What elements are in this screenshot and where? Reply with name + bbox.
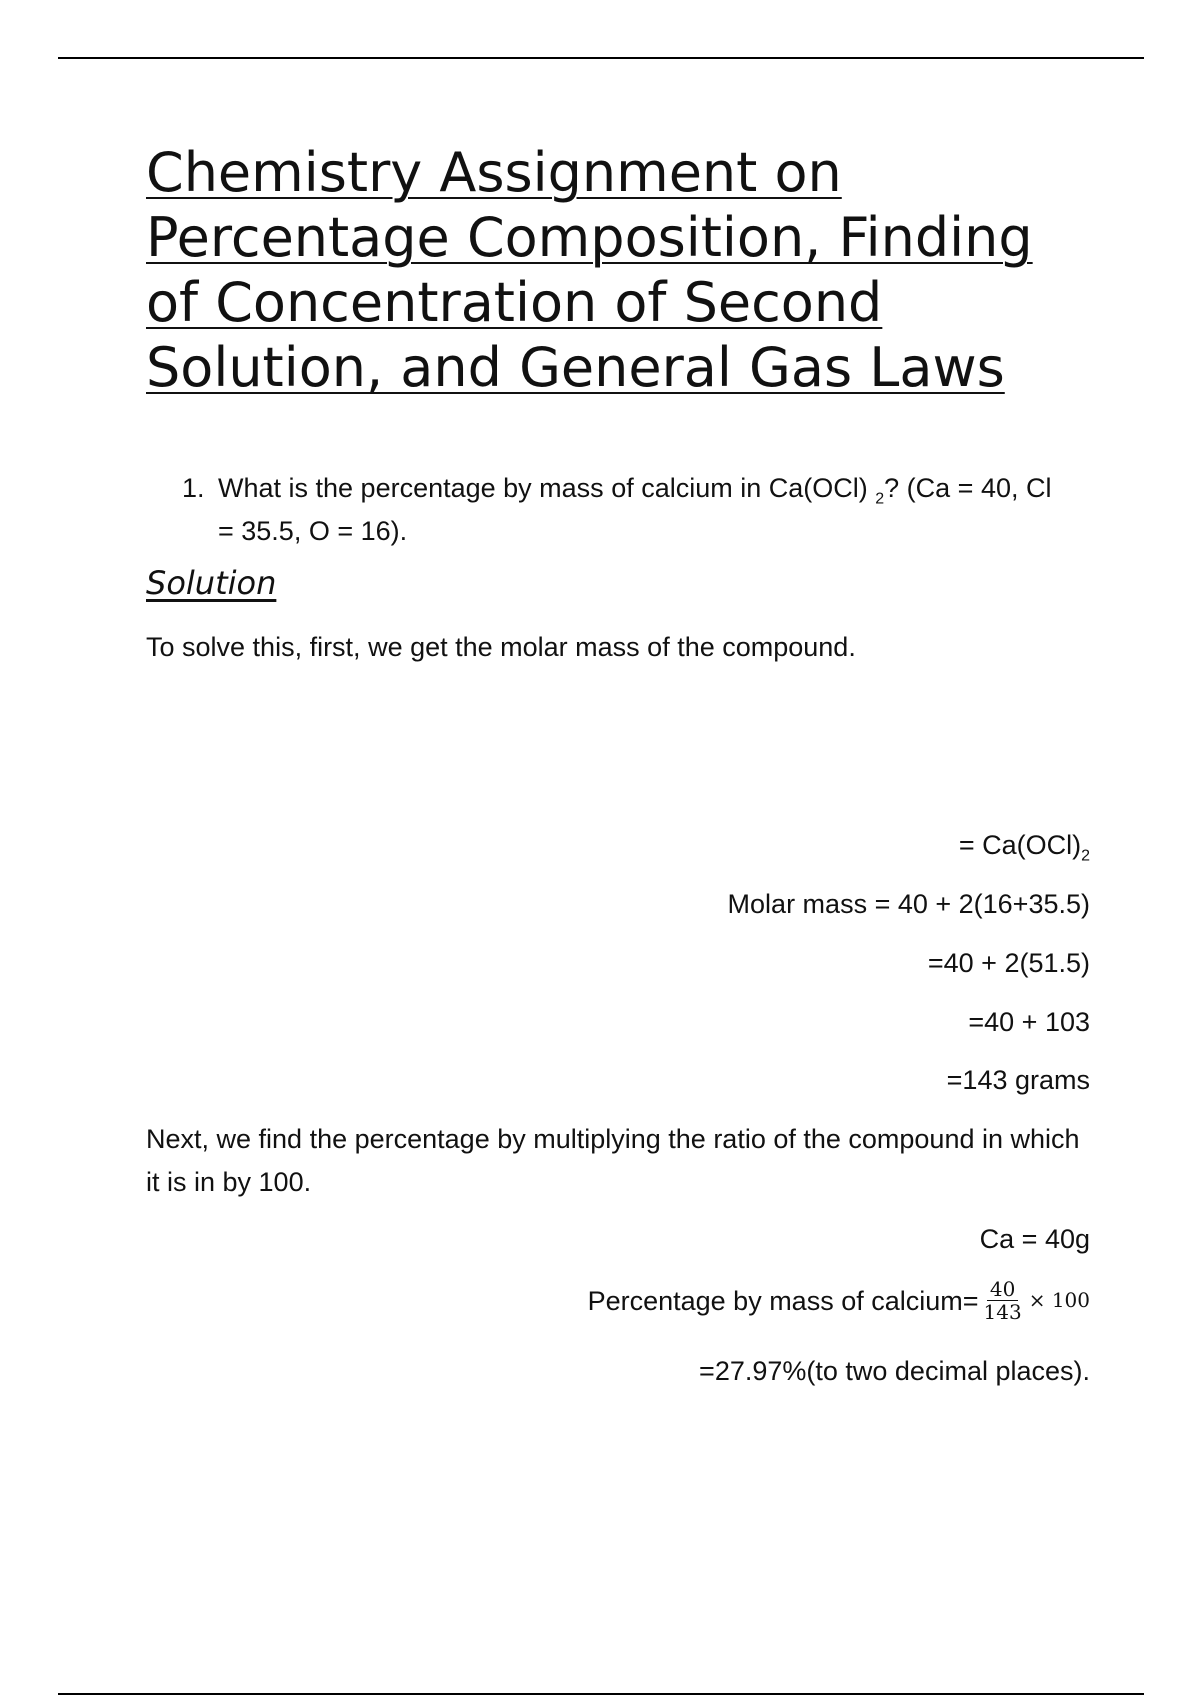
- question-subscript: 2: [875, 490, 885, 508]
- question-text-part: ? (Ca = 40, Cl = 35.5, O = 16).: [218, 473, 1052, 546]
- footer-rule: [58, 1693, 1144, 1695]
- question-text-part: What is the percentage by mass of calcium in Ca(OCl): [218, 473, 876, 503]
- title-line: Percentage Composition, Finding: [146, 206, 1033, 269]
- title-line: Chemistry Assignment on: [146, 141, 842, 204]
- calc-line: Molar mass = 40 + 2(16+35.5): [727, 889, 1090, 919]
- header-rule: [58, 57, 1144, 59]
- fraction-multiplier: × 100: [1028, 1288, 1090, 1313]
- paragraph-intro: To solve this, first, we get the molar mass of the compound.: [146, 632, 856, 662]
- document-title: [146, 140, 1090, 400]
- percentage-label: Percentage by mass of calcium=: [587, 1286, 979, 1316]
- formula-subscript: 2: [1081, 847, 1090, 865]
- paragraph-next: Next, we find the percentage by multiplying the ratio of the compound in which it is in by 100.: [146, 1124, 1080, 1197]
- result-line: =27.97%(to two decimal places).: [699, 1356, 1090, 1386]
- title-line: of Concentration of Second: [146, 271, 883, 334]
- question-number: 1.: [182, 473, 205, 503]
- formula-text: = Ca(OCl): [958, 830, 1082, 860]
- question-text: [218, 467, 1062, 553]
- formula-line: [959, 824, 1090, 867]
- solution-heading: Solution: [146, 564, 277, 602]
- fraction: [981, 1278, 1025, 1323]
- fraction-numerator: 40: [987, 1278, 1018, 1301]
- ca-mass-line: Ca = 40g: [979, 1224, 1090, 1254]
- percentage-line: [587, 1277, 1090, 1325]
- question-item: [182, 467, 1062, 553]
- title-line: Solution, and General Gas Laws: [146, 336, 1005, 399]
- calc-line: =143 grams: [946, 1065, 1090, 1095]
- calc-line: =40 + 103: [968, 1007, 1090, 1037]
- calc-line: =40 + 2(51.5): [927, 948, 1090, 978]
- question-list: [182, 467, 1062, 553]
- fraction-denominator: 143: [983, 1300, 1022, 1325]
- document-page: [146, 140, 1090, 1386]
- fraction-expression: [979, 1278, 1090, 1323]
